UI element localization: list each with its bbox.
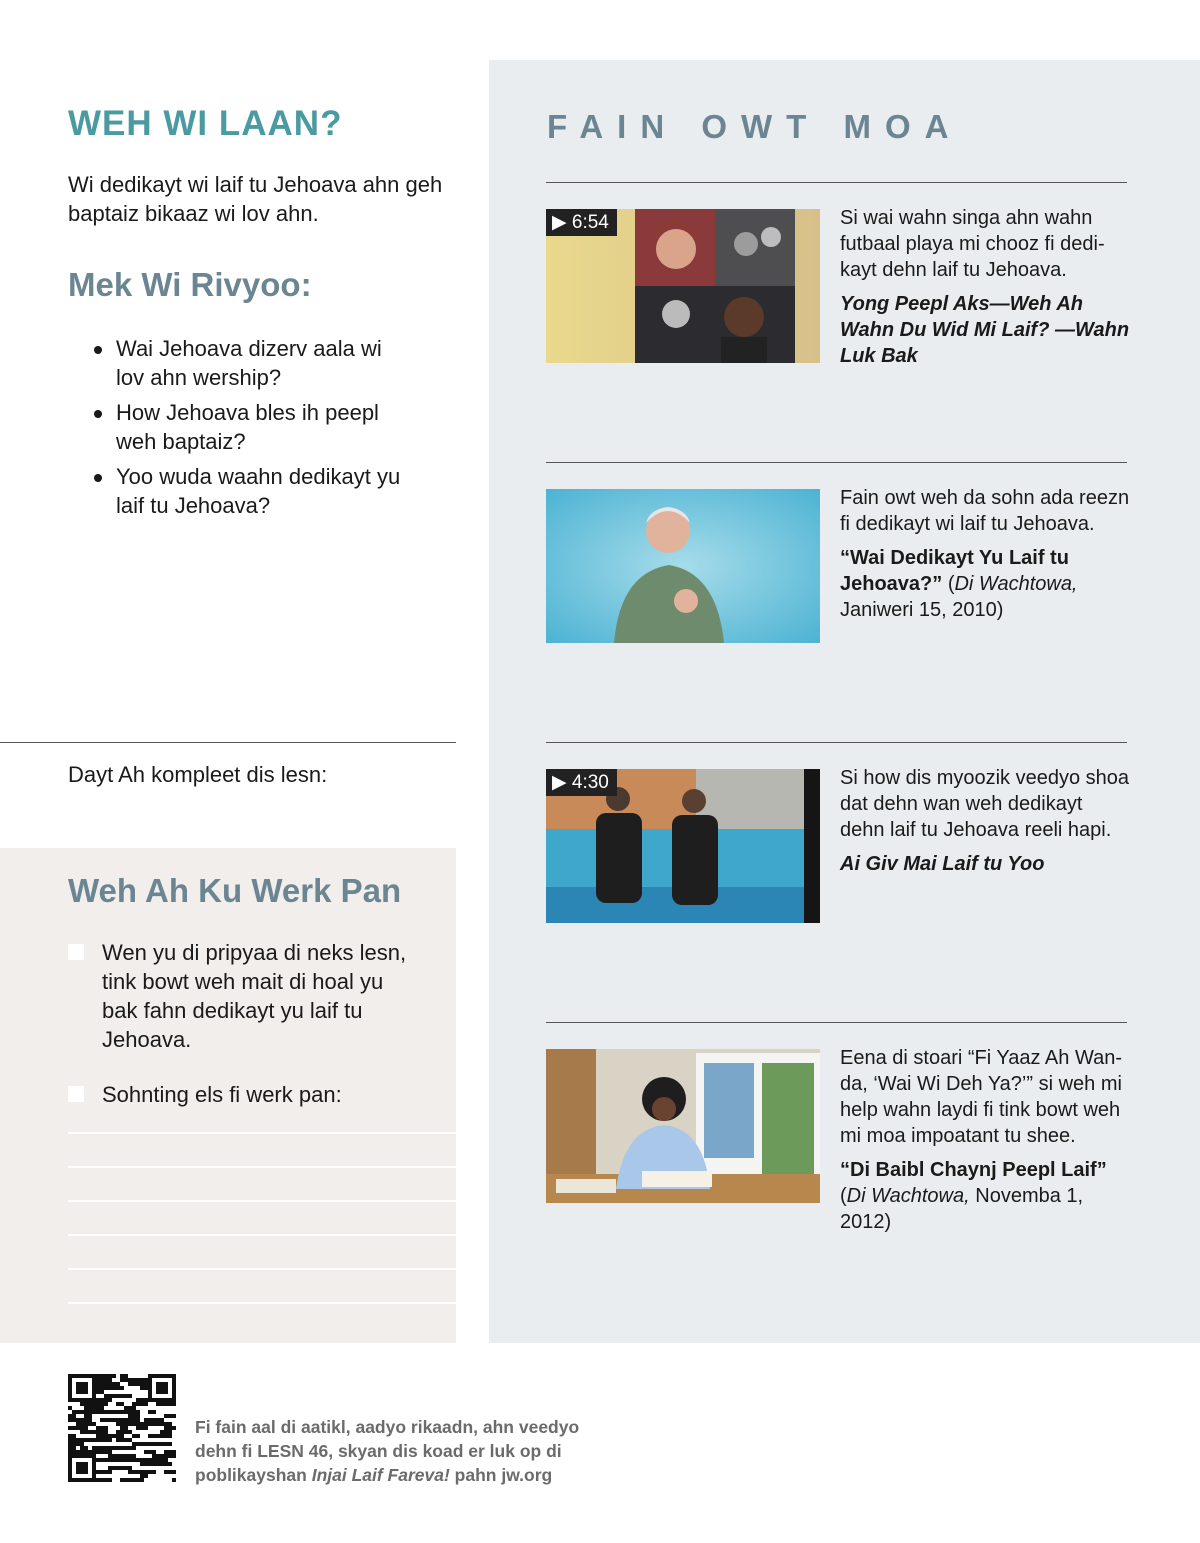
checkbox[interactable] bbox=[68, 1086, 84, 1102]
duration-value: 6:54 bbox=[571, 212, 609, 233]
review-list bbox=[92, 334, 412, 526]
find-out-more-panel bbox=[489, 60, 1200, 1343]
entry-reference-link[interactable] bbox=[840, 1157, 1130, 1235]
publication-name: Di Wachtowa, bbox=[954, 573, 1078, 595]
work-on-box bbox=[0, 848, 456, 1343]
writing-line[interactable] bbox=[68, 1234, 456, 1236]
entry-text bbox=[840, 485, 1130, 623]
work-item-label: Wen yu di pripyaa di neks lesn, tink bowt weh mait di hoal yu bak fahn dedikayt yu laif tu Jehoava. bbox=[102, 940, 407, 1052]
entry-description: Si how dis myoozik veedyo shoa dat dehn wan weh dedikayt dehn laif tu Jehoava reeli hapi. bbox=[840, 767, 1130, 841]
writing-line[interactable] bbox=[68, 1132, 456, 1134]
writing-line[interactable] bbox=[68, 1200, 456, 1202]
entry-reference-link[interactable]: Ai Giv Mai Laif tu Yoo bbox=[840, 853, 1045, 875]
article-title: “Wai Dedikayt Yu Laif tu Jehoava?” bbox=[840, 547, 1069, 595]
entry-description: Si wai wahn singa ahn wahn futbaal playa mi chooz fi dedikayt dehn laif tu Jehoava. bbox=[840, 207, 1105, 281]
writing-line[interactable] bbox=[68, 1302, 456, 1304]
publication-date: Novemba 1, 2012) bbox=[840, 1185, 1084, 1233]
divider bbox=[0, 742, 456, 743]
article-image-graphic bbox=[546, 1049, 820, 1203]
divider bbox=[546, 1022, 1127, 1023]
footer-text bbox=[195, 1415, 615, 1487]
find-more-title: FAIN OWT MOA bbox=[547, 108, 963, 145]
qr-code[interactable] bbox=[68, 1374, 176, 1482]
writing-line[interactable] bbox=[68, 1268, 456, 1270]
article-image[interactable] bbox=[546, 489, 820, 643]
paren-open: ( bbox=[840, 1185, 847, 1207]
work-item[interactable] bbox=[68, 938, 422, 1054]
divider bbox=[546, 182, 1127, 183]
entry-reference-link[interactable] bbox=[840, 545, 1130, 623]
entry-description: Eena di stoari “Fi Yaaz Ah Wanda, ‘Wai Wi Deh Ya?’” si weh mi help wahn laydi fi tink bowt weh mi moa impoatant tu shee. bbox=[840, 1047, 1122, 1147]
review-question: Wai Jehoava dizerv aala wi lov ahn wership? bbox=[92, 334, 412, 392]
work-item[interactable] bbox=[68, 1080, 422, 1109]
duration-value: 4:30 bbox=[571, 772, 609, 793]
publication-date: Janiweri 15, 2010) bbox=[840, 599, 1004, 621]
entry-text bbox=[840, 1045, 1130, 1235]
review-question: How Jehoava bles ih peepl weh baptaiz? bbox=[92, 398, 412, 456]
section-title: WEH WI LAAN? bbox=[68, 104, 343, 143]
article-image-graphic bbox=[546, 489, 820, 643]
entry-description: Fain owt weh da sohn ada reezn fi dedikayt wi laif tu Jehoava. bbox=[840, 487, 1130, 535]
article-image[interactable] bbox=[546, 1049, 820, 1203]
review-title: Mek Wi Rivyoo: bbox=[68, 266, 312, 303]
summary-text: Wi dedikayt wi laif tu Jehoava ahn geh baptaiz bikaaz wi lov ahn. bbox=[68, 172, 443, 226]
video-duration: ▶ 6:54 bbox=[546, 209, 617, 236]
publication-title: Injai Laif Fareva! bbox=[311, 1465, 450, 1485]
article-title: “Di Baibl Chaynj Peepl Laif” bbox=[840, 1159, 1107, 1181]
video-thumbnail[interactable] bbox=[546, 769, 820, 923]
writing-line[interactable] bbox=[68, 1166, 456, 1168]
paren-open: ( bbox=[942, 573, 955, 595]
work-item-label: Sohnting els fi werk pan: bbox=[102, 1082, 342, 1107]
divider bbox=[546, 462, 1127, 463]
video-thumbnail[interactable] bbox=[546, 209, 820, 363]
publication-name: Di Wachtowa, bbox=[846, 1185, 970, 1207]
checkbox[interactable] bbox=[68, 944, 84, 960]
work-title: Weh Ah Ku Werk Pan bbox=[68, 872, 402, 909]
entry-text bbox=[840, 205, 1130, 369]
divider bbox=[546, 742, 1127, 743]
review-question: Yoo wuda waahn dedikayt yu laif tu Jehoava? bbox=[92, 462, 412, 520]
completion-date-label: Dayt Ah kompleet dis lesn: bbox=[68, 762, 328, 787]
video-duration: ▶ 4:30 bbox=[546, 769, 617, 796]
entry-text bbox=[840, 765, 1130, 877]
footer-text-a: Fi fain aal di aatikl, aadyo rikaadn, ahn veedyo dehn fi LESN 46, skyan dis koad er luk op di poblikayshan bbox=[195, 1417, 580, 1485]
footer-text-b: pahn jw.org bbox=[449, 1465, 553, 1485]
entry-reference-link[interactable]: Yong Peepl Aks—Weh Ah Wahn Du Wid Mi Laif? —Wahn Luk Bak bbox=[840, 293, 1130, 367]
